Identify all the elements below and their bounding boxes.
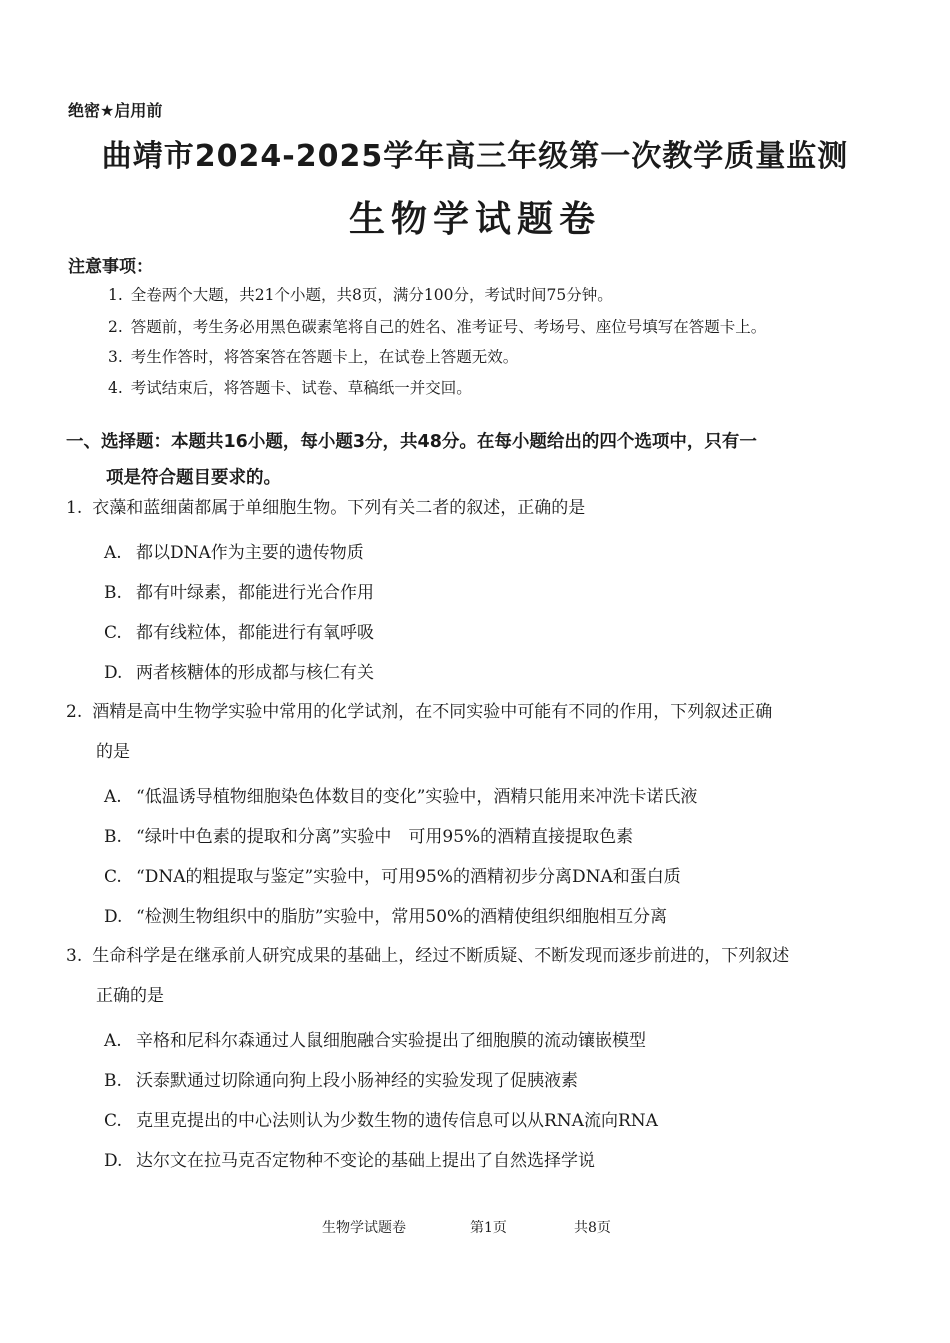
footer-page-number: 第1页 [470,1220,507,1236]
option-text: “绿叶中色素的提取和分离”实验中 可用95%的酒精直接提取色素 [136,827,634,847]
footer-subject: 生物学试题卷 [322,1220,406,1236]
notice-item-text: 答题前，考生务必用黑色碳素笔将自己的姓名、准考证号、考场号、座位号填写在答题卡上。 [130,318,767,336]
question-text: 生命科学是在继承前人研究成果的基础上，经过不断质疑、不断发现而逐步前进的，下列叙述 [92,946,790,966]
notice-heading: 注意事项： [68,257,153,277]
option-label: D. [104,907,123,927]
option-label: D. [104,663,123,683]
option-text: 达尔文在拉马克否定物种不变论的基础上提出了自然选择学说 [136,1151,595,1171]
option-label: A. [104,543,122,563]
notice-item [108,315,766,337]
question-number: 2. [66,702,83,722]
question-number: 1. [66,498,83,518]
option-label: C. [104,867,122,887]
question-text: 衣藻和蓝细菌都属于单细胞生物。下列有关二者的叙述，正确的是 [92,498,586,518]
option-text: “DNA的粗提取与鉴定”实验中，可用95%的酒精初步分离DNA和蛋白质 [136,867,681,887]
question-3-option-c [104,1106,658,1131]
section-heading [66,424,896,496]
question-number: 3. [66,946,83,966]
option-text: 都有叶绿素，都能进行光合作用 [136,583,374,603]
notice-item-number: 2. [108,318,123,336]
question-text: 酒精是高中生物学实验中常用的化学试剂，在不同实验中可能有不同的作用，下列叙述正确 [92,702,773,722]
option-label: C. [104,1111,122,1131]
option-text: 都有线粒体，都能进行有氧呼吸 [136,623,374,643]
option-label: C. [104,623,122,643]
option-text: 克里克提出的中心法则认为少数生物的遗传信息可以从RNA流向RNA [136,1111,658,1131]
exam-title: 曲靖市2024-2025学年高三年级第一次教学质量监测 [101,139,849,174]
subject-title: 生物学试题卷 [348,199,601,240]
section-heading-line2: 项是符合题目要求的。 [106,468,281,488]
question-2-stem [66,692,896,772]
option-label: A. [104,1031,122,1051]
notice-item-text: 考试结束后，将答题卡、试卷、草稿纸一并交回。 [130,379,472,397]
question-2-option-a [104,782,697,807]
question-2-option-c [104,862,681,887]
option-label: B. [104,827,122,847]
option-label: A. [104,787,122,807]
notice-item-number: 1. [108,286,123,304]
option-label: B. [104,1071,122,1091]
confidential-label: 绝密★启用前 [68,101,163,120]
option-text: 两者核糖体的形成都与核仁有关 [136,663,374,683]
option-text: “检测生物组织中的脂肪”实验中，常用50%的酒精使组织细胞相互分离 [136,907,668,927]
notice-item [108,345,518,367]
notice-item-text: 全卷两个大题，共21个小题，共8页，满分100分，考试时间75分钟。 [130,286,613,304]
question-1-option-c [104,618,374,643]
option-text: 沃泰默通过切除通向狗上段小肠神经的实验发现了促胰液素 [136,1071,578,1091]
question-2-option-d [104,902,667,927]
option-text: 辛格和尼科尔森通过人鼠细胞融合实验提出了细胞膜的流动镶嵌模型 [136,1031,646,1051]
question-1-stem [66,488,896,528]
question-1-option-b [104,578,374,603]
option-text: 都以DNA作为主要的遗传物质 [136,543,364,563]
option-label: B. [104,583,122,603]
notice-item-text: 考生作答时，将答案答在答题卡上，在试卷上答题无效。 [130,348,519,366]
option-text: “低温诱导植物细胞染色体数目的变化”实验中，酒精只能用来冲洗卡诺氏液 [136,787,698,807]
question-3-stem [66,936,896,1016]
notice-item [108,283,613,305]
option-label: D. [104,1151,123,1171]
question-1-option-d [104,658,374,683]
notice-item-number: 4. [108,379,123,397]
section-heading-line1: 一、选择题：本题共16小题，每小题3分，共48分。在每小题给出的四个选项中，只有一 [66,432,757,452]
question-3-option-d [104,1146,595,1171]
notice-item-number: 3. [108,348,123,366]
question-1-option-a [104,538,364,563]
question-text-continued: 正确的是 [96,986,164,1006]
footer-total-pages: 共8页 [574,1220,611,1236]
notice-item [108,376,472,398]
question-2-option-b [104,822,633,847]
question-3-option-b [104,1066,578,1091]
question-3-option-a [104,1026,646,1051]
question-text-continued: 的是 [96,742,130,762]
